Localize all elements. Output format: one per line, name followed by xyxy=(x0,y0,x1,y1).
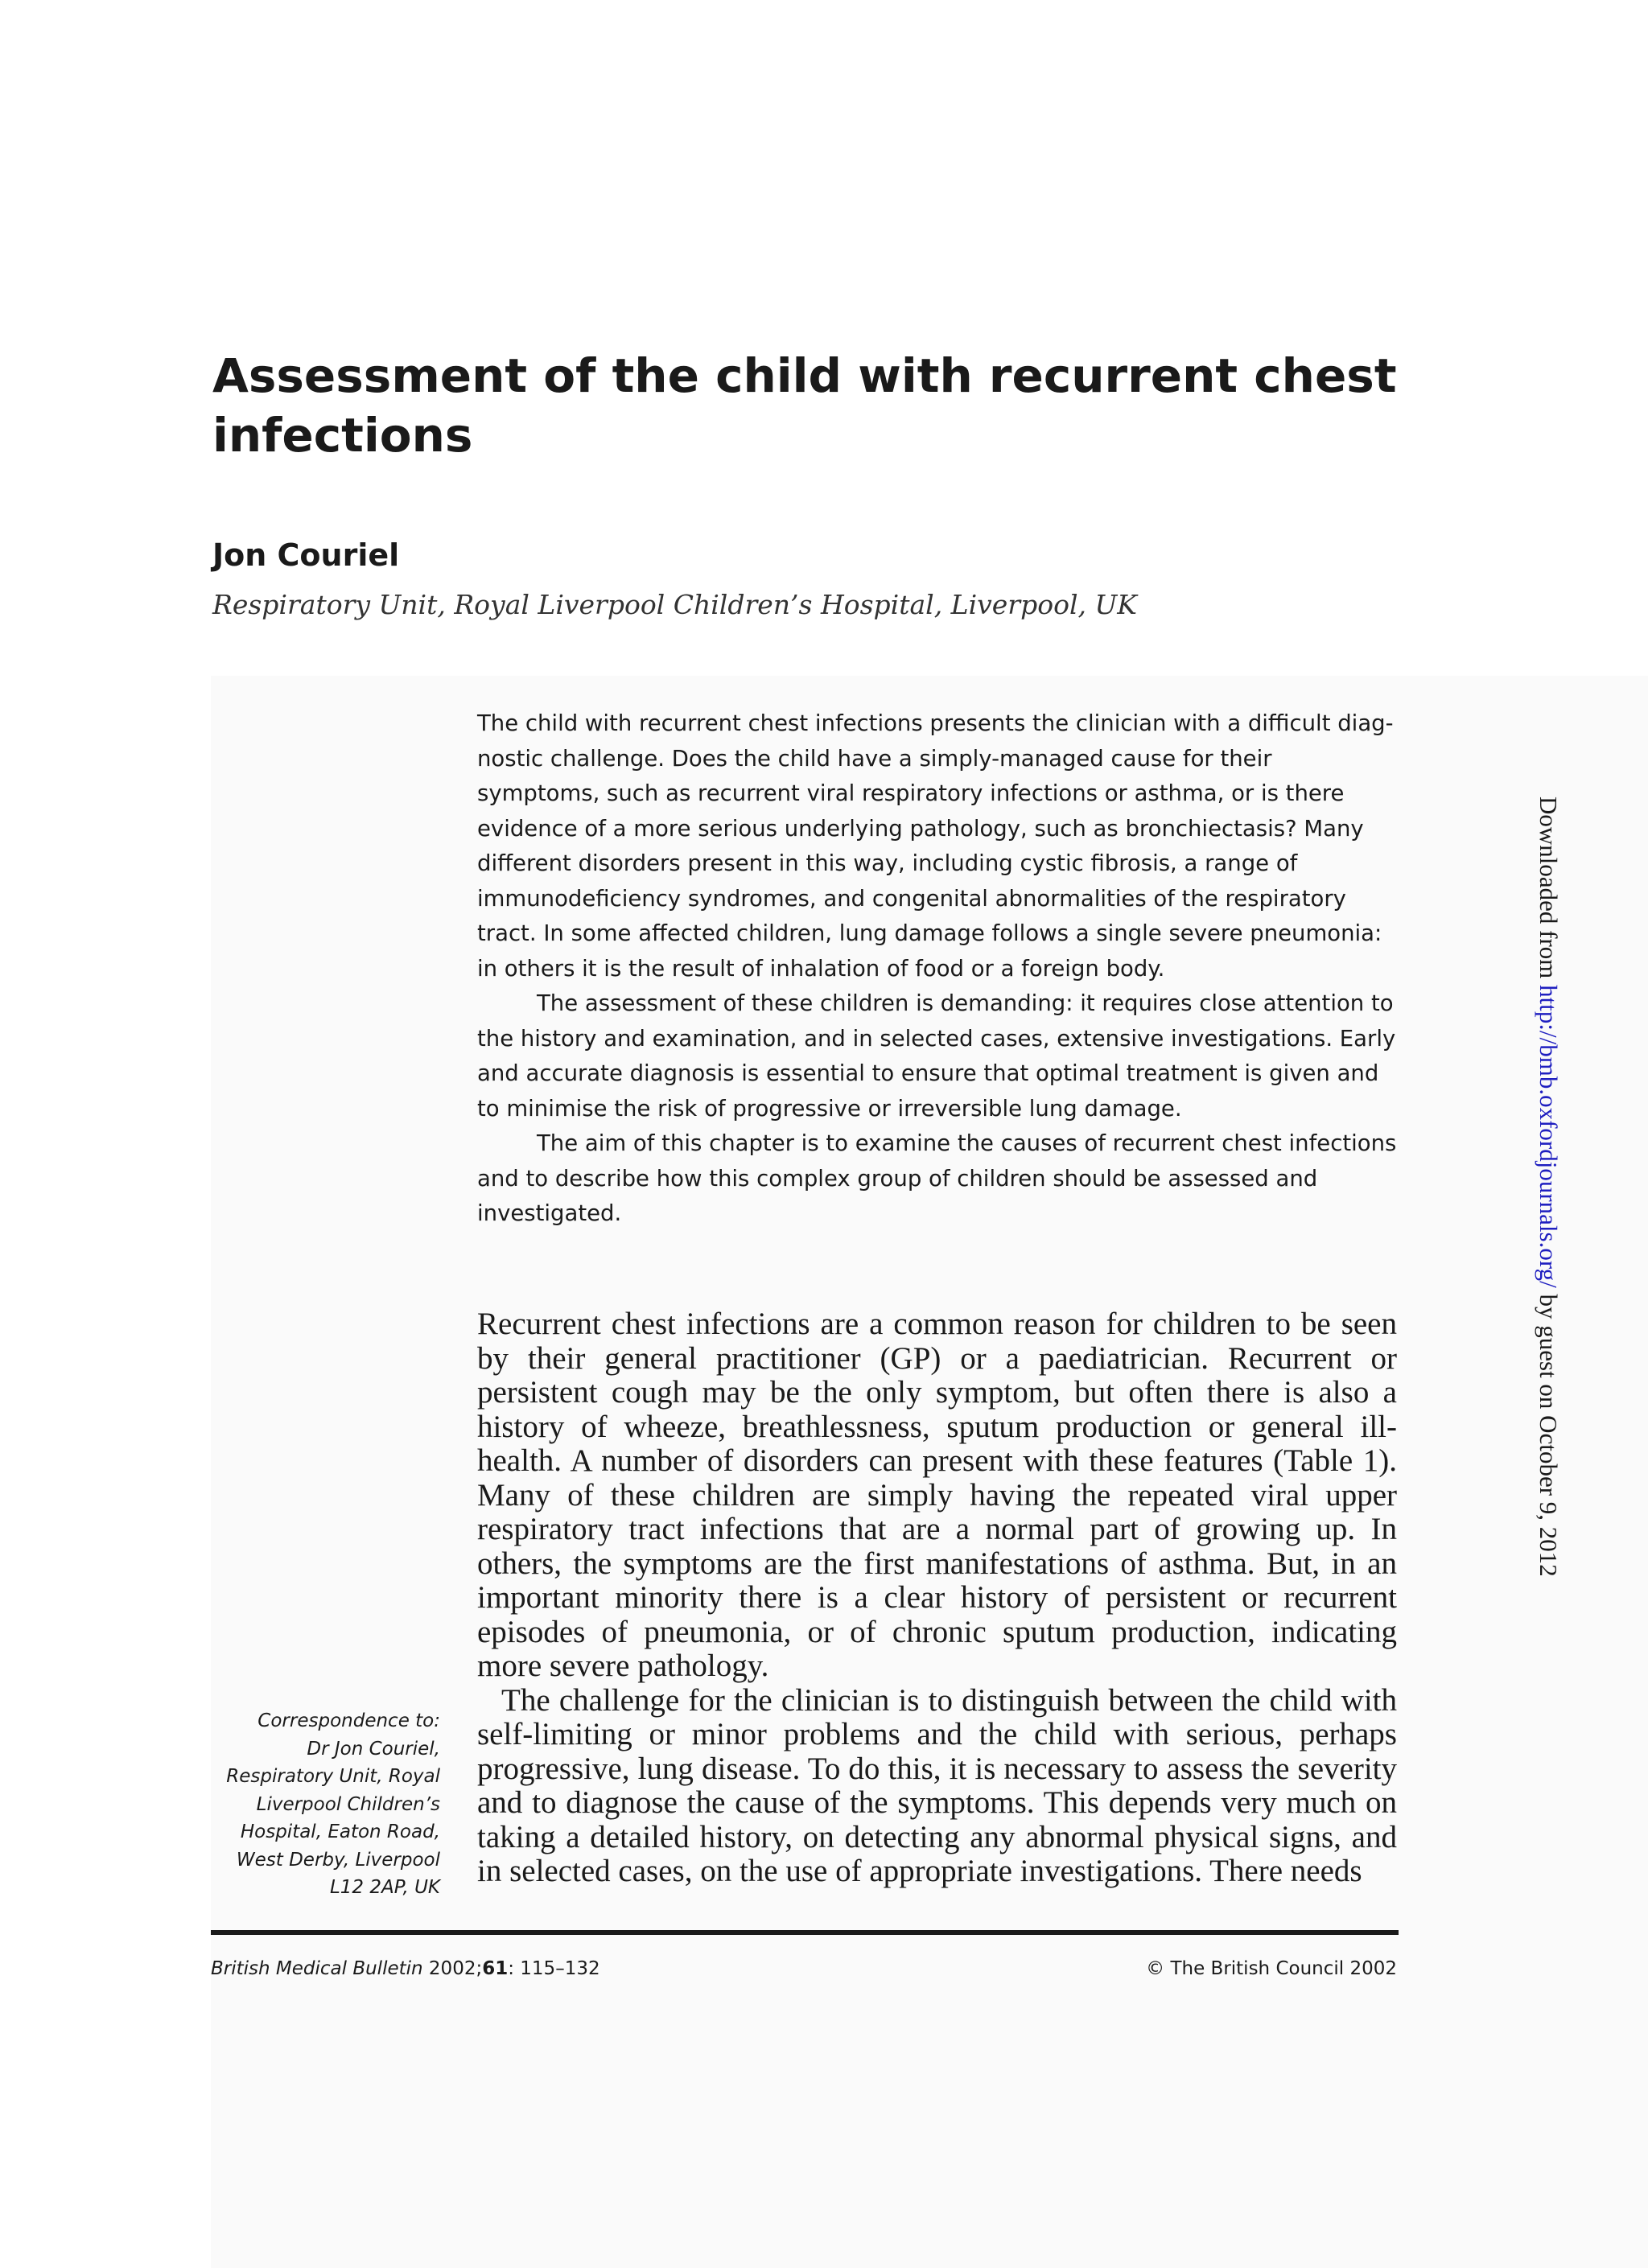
article-title xyxy=(212,346,1419,465)
citation-volume: 61 xyxy=(482,1958,509,1979)
correspondence-line: L12 2AP, UK xyxy=(329,1877,440,1898)
citation-year: 2002; xyxy=(428,1958,483,1979)
abstract-paragraph: The assessment of these children is demanding: it requires close attention to the history and examination, and in selected cases, extensive investigations. Early and accurate diagnosis is essential to ensure that optimal treatment is given and to minimise the risk of progressive or irreversible lung damage. xyxy=(477,990,1396,1122)
abstract xyxy=(477,706,1397,1232)
correspondence-line: Dr Jon Couriel, xyxy=(307,1738,440,1760)
citation-pages: : 115–132 xyxy=(508,1958,600,1979)
body-paragraph: The challenge for the clinician is to distinguish between the child with self-limiting or minor problems and the child with serious, perhaps progressive, lung disease. To do this, it is necessary to assess the severity and to diagnose the cause of the symptoms. This depends very much on taking a detailed history, on detecting any abnormal physical signs, and in selected cases, on the use of appropriate investigations. There needs xyxy=(477,1682,1397,1888)
footer-divider xyxy=(211,1930,1399,1935)
journal-citation xyxy=(211,1957,600,1981)
download-suffix: by guest on October 9, 2012 xyxy=(1535,1287,1563,1577)
title-line-2: infections xyxy=(212,408,473,463)
copyright-notice: © The British Council 2002 xyxy=(1146,1958,1397,1979)
author-affiliation: Respiratory Unit, Royal Liverpool Children’s Hospital, Liverpool, UK xyxy=(212,589,1137,620)
download-watermark xyxy=(1534,796,1563,1577)
download-prefix: Downloaded from xyxy=(1535,796,1563,986)
body-paragraph: Recurrent chest infections are a common reason for children to be seen by their general practitioner (GP) or a paediatrician. Recurrent or persistent cough may be the only symptom, but often there is also a history of wheeze, breathlessness, sputum production or general ill-health. A number of disorders can present with these features (Table 1). Many of these children are simply having the repeated viral upper respiratory tract infections that are a normal part of growing up. In others, the symptoms are the first manifestations of asthma. But, in an important minority there is a clear history of persistent or recurrent episodes of pneumonia, or of chronic sputum production, indicating more severe pathology. xyxy=(477,1307,1397,1683)
author-name: Jon Couriel xyxy=(212,537,400,573)
correspondence-line: Hospital, Eaton Road, xyxy=(240,1821,440,1842)
correspondence-note xyxy=(211,1707,440,1902)
download-link[interactable]: http://bmb.oxfordjournals.org/ xyxy=(1535,985,1563,1288)
body-text xyxy=(477,1307,1397,1889)
abstract-paragraph: The child with recurrent chest infections presents the clinician with a difficult diag-nostic challenge. Does the child have a simply-managed cause for their symptoms, such as recurrent viral respiratory infections or asthma, or is there evidence of a more serious underlying pathology, such as bronchiectasis? Many different disorders present in this way, including cystic fibrosis, a range of immunodeficiency syndromes, and congenital abnormalities of the respiratory tract. In some affected children, lung damage follows a single severe pneumonia: in others it is the result of inhalation of food or a foreign body. xyxy=(477,710,1394,982)
abstract-paragraph: The aim of this chapter is to examine the causes of recurrent chest infections and to describe how this complex group of children should be assessed and investigated. xyxy=(477,1130,1397,1226)
correspondence-line: Liverpool Children’s xyxy=(256,1793,440,1815)
title-line-1: Assessment of the child with recurrent chest xyxy=(212,348,1397,403)
correspondence-line: Respiratory Unit, Royal xyxy=(226,1766,440,1787)
journal-name: British Medical Bulletin xyxy=(211,1958,423,1979)
correspondence-line: West Derby, Liverpool xyxy=(236,1849,440,1871)
correspondence-line: Correspondence to: xyxy=(258,1710,440,1731)
